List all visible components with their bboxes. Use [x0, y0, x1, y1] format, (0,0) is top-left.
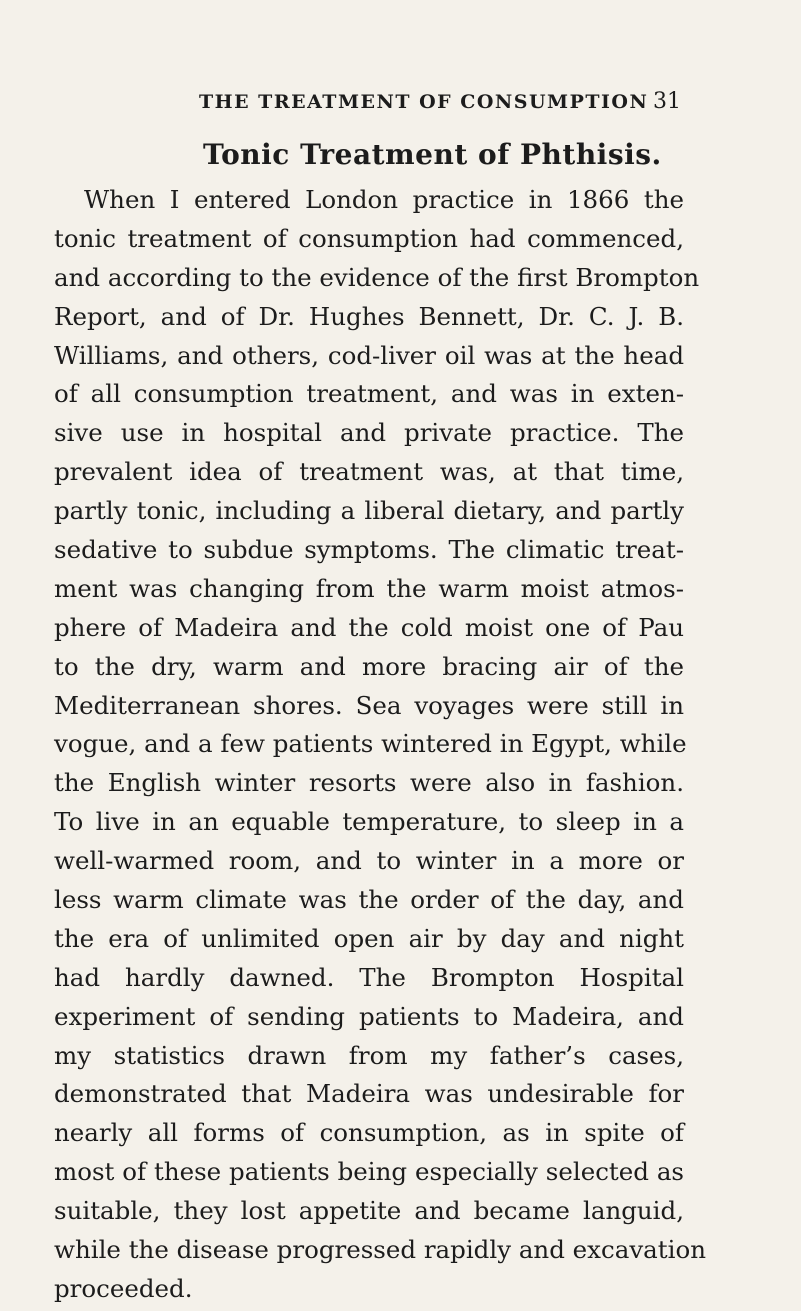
text-line: to the dry, warm and more bracing air of the — [54, 651, 684, 681]
text-line: the English winter resorts were also in fashion. — [54, 768, 684, 798]
text-line: demonstrated that Madeira was undesirable for — [54, 1079, 684, 1109]
text-line: To live in an equable temperature, to sleep in a — [54, 807, 684, 837]
text-line: the era of unlimited open air by day and night — [54, 923, 684, 953]
text-line: less warm climate was the order of the day, and — [54, 885, 684, 915]
text-line: prevalent idea of treatment was, at that time, — [54, 457, 684, 487]
text-line: my statistics drawn from my father’s cases, — [54, 1040, 684, 1070]
text-line: sedative to subdue symptoms. The climatic treat- — [54, 535, 684, 565]
page-number: 31 — [653, 89, 681, 114]
text-line: nearly all forms of consumption, as in spite of — [54, 1118, 684, 1148]
text-line: sive use in hospital and private practice. The — [54, 418, 684, 448]
text-line: experiment of sending patients to Madeira, and — [54, 1001, 684, 1031]
text-line: well-warmed room, and to winter in a more or — [54, 846, 684, 876]
text-line: suitable, they lost appetite and became languid, — [54, 1196, 684, 1226]
text-line: while the disease progressed rapidly and excavation — [54, 1235, 706, 1265]
text-line: most of these patients being especially selected as — [54, 1157, 684, 1187]
text-line: phere of Madeira and the cold moist one of Pau — [54, 612, 684, 642]
section-heading: Tonic Treatment of Phthisis. — [203, 138, 662, 171]
text-line: proceeded. — [54, 1273, 193, 1303]
text-line: and according to the evidence of the first Brompton — [54, 262, 700, 292]
text-line: partly tonic, including a liberal dietary, and partly — [54, 496, 684, 526]
text-line: of all consumption treatment, and was in exten- — [54, 379, 684, 409]
text-line: Report, and of Dr. Hughes Bennett, Dr. C. J. B. — [54, 301, 684, 331]
text-line: tonic treatment of consumption had commenced, — [54, 223, 684, 253]
text-line: had hardly dawned. The Brompton Hospital — [54, 962, 684, 992]
text-line: ment was changing from the warm moist atmos- — [54, 573, 684, 603]
text-line: Mediterranean shores. Sea voyages were still in — [54, 690, 684, 720]
text-line: Williams, and others, cod-liver oil was at the head — [54, 340, 684, 370]
text-line: When I entered London practice in 1866 the — [84, 185, 684, 214]
running-head: THE TREATMENT OF CONSUMPTION — [199, 91, 649, 113]
text-line: vogue, and a few patients wintered in Egypt, while — [54, 729, 687, 759]
body-paragraph — [54, 181, 706, 1309]
